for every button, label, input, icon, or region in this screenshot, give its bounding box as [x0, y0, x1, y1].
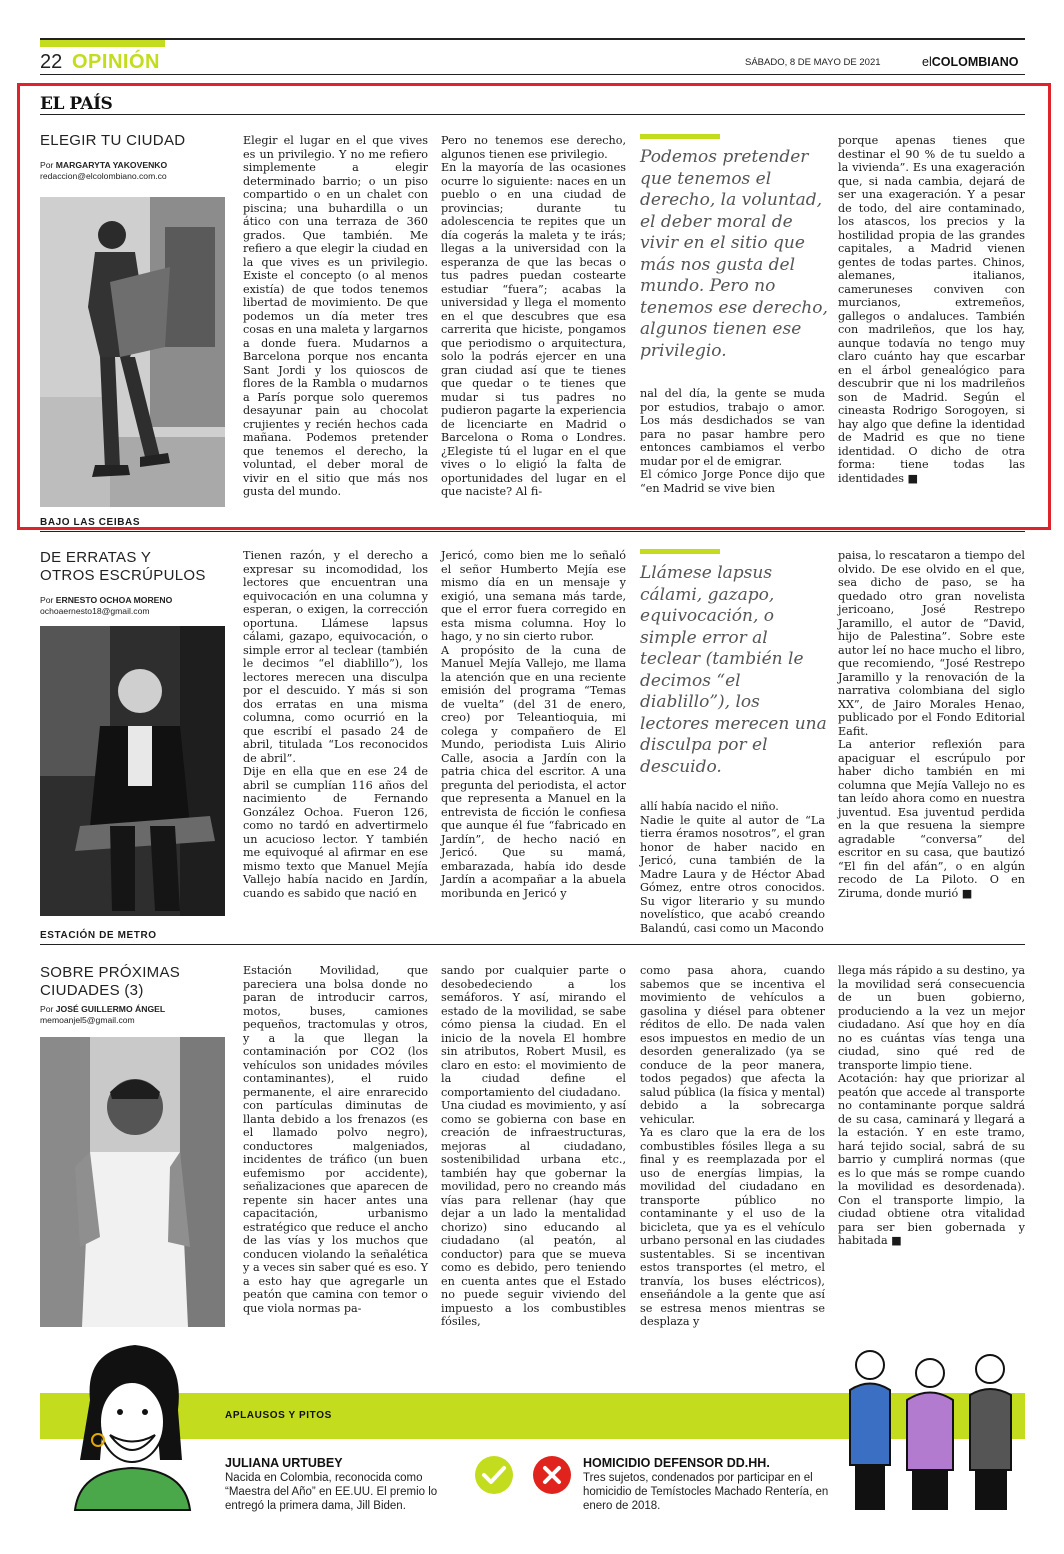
kicker-rule	[40, 944, 1025, 945]
header-top-rule	[40, 38, 1025, 40]
author-email: redaccion@elcolombiano.com.co	[40, 171, 167, 181]
header-bottom-rule	[40, 74, 1025, 75]
article-column-2: sando por cualquier parte o desobedeciendo a los semáforos. Y así, mirando el estado de la movilidad, se sabe cómo piensa la ciudad. En el inicio de la novela El hombre sin atributos, Robert Musil, es claro en esto: el movimiento de la ciudad define el comportamiento del ciudadano. Una ciudad es movimiento, y así como se gobierna con base en creación de infraestructuras, mejoras al ciudadano, sostenibilidad urbana etc., también hay que gobernar la movilidad, pero no creando más vías para rellenar (hay que dejar a un lado la mentalidad chorizo) sino educando al ciudadano (al peatón, al conductor) para que se mueva como es debido, pero teniendo en cuenta antes que el Estado no puede seguir viviendo del impuesto a los combustibles fósiles,	[441, 964, 626, 1328]
author-name: JOSÉ GUILLERMO ÁNGEL	[55, 1004, 166, 1014]
byline-prefix: Por	[40, 595, 54, 605]
caricature-woman	[60, 1340, 200, 1510]
applause-name: JULIANA URTUBEY	[225, 1456, 343, 1470]
section-name: OPINIÓN	[72, 51, 160, 73]
column-kicker: ESTACIÓN DE METRO	[40, 930, 157, 941]
source-underline	[40, 114, 1025, 115]
article-column-3: nal del día, la gente se muda por estudios, trabajo o amor. Los más desdichados se van para no pasar hambre pero entonces cambiamos el verbo mudar por el de emigrar. El cómico Jorge Ponce dijo que “en Madrid se vive bien	[640, 387, 825, 495]
byline-prefix: Por	[40, 160, 54, 170]
pitos-name: HOMICIDIO DEFENSOR DD.HH.	[583, 1456, 770, 1470]
article-column-3: como pasa ahora, cuando sabemos que se incentiva el movimiento de vehículos a gasolina y diésel para obtener réditos de ello. De nada valen esos impuestos en medio de un desorden generalizado (ya se conduce de la peor manera, todos pegados) que afecta la salud pública (la física y mental) debido a la sobrecarga vehicular. Ya es claro que la era de los combustibles fósiles llega a su final y es reemplazada por el uso de energías limpias, la movilidad del ciudadano en transporte público no contaminante y el uso de la bicicleta, que ya es el vehículo urbano personal en las ciudades sustentables. Si se incentivan estos transportes (el metro, el tranvía, los buses eléctricos), enseñándole a la gente que así se estresa menos mientras se desplaza y	[640, 964, 825, 1328]
article-column-1: Elegir el lugar en el que vives es un privilegio. Y no me refiero simplemente a elegir determinado barrio; o un piso compartido o en un chalet con piscina; una buhardilla o un ático con una terraza de 360 grados. Que también. Me refiero a que elegir la ciudad en la que vives es un privilegio. Existe el concepto (o al menos existía) de que todos tenemos libertad de movimiento. De que podemos un día meter tres cosas en una maleta y largarnos a donde fuera. Mudarnos a Barcelona porque nos encanta Sant Jordi y los quioscos de flores de la Rambla o mudarnos a París porque solo queremos desayunar pain au chocolat crujientes y recién hechos cada mañana. Podemos pretender que tenemos el derecho, la voluntad, el deber moral de vivir en el sitio que más nos gusta del mundo.	[243, 134, 428, 498]
brand-logo	[922, 55, 1019, 69]
article-column-4: paisa, lo rescataron a tiempo del olvido. De ese olvido en el que, sea dicho de paso, se ha quedado otro gran novelista jericoano, José Restrepo Jaramillo, el autor de “David, hijo de Palestina”. Sobre este autor leí no hace mucho el libro, que recomiendo, “José Restrepo Jaramillo y la renovación de la narrativa colombiana del siglo XX”, de Jairo Morales Henao, publicado por el Fondo Editorial Eafit. La anterior reflexión para apaciguar el escrúpulo por haber dicho también en mi columna que Mejía Vallejo no es tan leído ahora como en nuestra juventud. Esa juventud perdida en la que resuena la siempre agradable “conversa” del escritor en su casa, que bautizó “El fin del afán”, o en algún recodo de La Piloto. O en Ziruma, donde murió ■	[838, 549, 1025, 900]
header-accent-bar	[40, 40, 165, 47]
article-column-1: Tienen razón, y el derecho a expresar su incomodidad, los lectores que encuentran una equivocación en una columna y esperan, o exigen, la corrección oportuna. Llámese lapsus cálami, gazapo, equivocación, o simple error al teclear (también le decimos “el diablillo”), los lectores merecen una disculpa por el descuido. Y más si son dos erratas en una misma columna, como ocurrió en la que escribí el pasado 24 de abril, titulada “Los reconocidos de abril”. Dije en ella que en ese 24 de abril se cumplían 116 años del nacimiento de Fernando González Ochoa. Fueron 126, como no tardó en advertirmelo un acucioso lector. Y también me equivoqué al afirmar en ese mismo texto que Manuel Mejía Vallejo había nacido en Jardín, cuando es sabido que nació en	[243, 549, 428, 900]
woman-caricature-icon	[60, 1340, 200, 1510]
applause-text: Nacida en Colombia, reconocida como “Maestra del Año” en EE.UU. El premio lo entregó la primera dama, Jill Biden.	[225, 1472, 438, 1512]
article-title: ELEGIR TU CIUDAD	[40, 132, 186, 149]
author-photo	[40, 626, 225, 916]
article-column-2: Jericó, como bien me lo señaló el señor Humberto Mejía ese mismo día en un mensaje y exigió, una semana más tarde, que el error fuera corregido en esta misma columna. Hoy lo hago, y no sin cierto rubor. A propósito de la cuna de Manuel Mejía Vallejo, me llama la atención que en una reciente emisión del programa “Temas de vuelta” (del 31 de enero, creo) por Teleantioquia, mi colega y compañero de El Mundo, periodista Luis Alirio Calle, asocia a Jardín con la patria chica del escritor. A una pregunta del periodista, el actor que representa a Manuel en la entrevista de ficción le confiesa que aunque él fue “fabricado en Jardín”, de hecho nació en Jericó. Que su mamá, embarazada, había ido desde Jardín a acompañar a la abuela moribunda en Jericó y	[441, 549, 626, 900]
article-column-2: Pero no tenemos ese derecho, algunos tienen ese privilegio. En la mayoría de las ocasiones ocurre lo siguiente: naces en un pueblo o en una ciudad de provincias; durante tu adolescencia te repites que un día cogerás la maleta y te irás; llegas a la universidad con la esperanza de que las becas o tus padres puedan costearte estudiar “fuera”; acabas la universidad y llega el momento en el que descubres que esa carrerita que hiciste, pongamos que periodismo o arquitectura, solo la podrás ejercer en una gran ciudad así que te tienes que quedar o te tienes que mudar si tus padres no pudieron pagarte la experiencia de licenciarte en Madrid o Barcelona o Roma o Londres. ¿Elegiste tú el lugar en el que vives o lo eligió la falta de oportunidades del lugar en el que naciste? Al fi-	[441, 134, 626, 498]
applause-band-title: APLAUSOS Y PITOS	[225, 1410, 332, 1421]
quote-accent-bar	[640, 549, 720, 554]
author-photo	[40, 1037, 225, 1327]
byline	[40, 160, 235, 182]
kicker-rule	[40, 531, 1025, 532]
caricature-three-men	[835, 1345, 1025, 1510]
article-title: DE ERRATAS Y OTROS ESCRÚPULOS	[40, 549, 206, 584]
page-number: 22	[40, 51, 63, 73]
header-date: SÁBADO, 8 DE MAYO DE 2021	[745, 57, 881, 68]
article-column-1: Estación Movilidad, que pareciera una bolsa donde no paran de introducir carros, motos, buses, camiones pequeños, tractomulas y otros, y a la que llegan la contaminación por CO2 (los vehículos son unidades móviles contaminantes), el ruido permanente, el aire enrarecido con partículas diminutas de llanta debido a los frenazos (es el llamado polvo negro), conductores malgeniados, incidentes de tráfico (un buen eufemismo por accidente), señalizaciones que aparecen de repente sin hacer antes una capacitación, urbanismo estratégico que reduce el ancho de las vías y los muchos que conducen violando la señalética y a veces sin saber qué es eso. Y a esto hay que agregarle un peatón que camina con temor o que viola normas pa-	[243, 964, 428, 1315]
author-email: ochoaernesto18@gmail.com	[40, 606, 150, 616]
author-portrait-icon	[40, 1037, 225, 1327]
cross-icon	[533, 1456, 571, 1494]
author-name: MARGARYTA YAKOVENKO	[55, 160, 168, 170]
article-title: SOBRE PRÓXIMAS CIUDADES (3)	[40, 964, 181, 999]
column-kicker: BAJO LAS CEIBAS	[40, 517, 141, 528]
pull-quote: Llámese lapsus cálami, gazapo, equivocación, o simple error al teclear (también le decimos “el diablillo”), los lectores merecen una disculpa por el descuido.	[640, 563, 827, 777]
author-portrait-icon	[40, 626, 225, 916]
statue-figure-icon	[40, 197, 225, 507]
article-column-4: porque apenas tienes que destinar el 90 % de tu sueldo a la vivienda”. Es una exageración que, si nada cambia, dejará de ser una exageración. Y a pesar de todo, del aire contaminado, los atascos, los precios y la hostilidad propia de las grandes capitales, a Madrid vienen gentes de todas partes. Chinos, alemanes, italianos, cameruneses conviven con murcianos, extremeños, gallegos o andaluces. También con madrileños, que los hay, aunque todavía no tengo muy claro cuánto hay que escarbar en el árbol genealógico para descubrir que ni los madrileños son de Madrid. Según el cineasta Rodrigo Sorogoyen, si hay algo que define la identidad de Madrid es que no tiene identidad. O dicho de otra forma: tiene todas las identidades ■	[838, 134, 1025, 485]
author-name: ERNESTO OCHOA MORENO	[55, 595, 173, 605]
source-logo: EL PAÍS	[40, 94, 113, 114]
check-icon	[475, 1456, 513, 1494]
pull-quote: Podemos pretender que tenemos el derecho, la voluntad, el deber moral de vivir en el sitio que más nos gusta del mundo. Pero no tenemos ese derecho, algunos tienen ese privilegio.	[640, 147, 828, 361]
brand-name: COLOMBIANO	[931, 55, 1019, 69]
article-column-4: llega más rápido a su destino, ya la movilidad será consecuencia de un buen gobierno, produciendo a la vez un mejor ciudadano. Así que hoy en día no es cuántas vías tenga una ciudad, sino qué red de transporte limpio tiene. Acotación: hay que priorizar al peatón que accede al transporte no contaminante porque saldrá de su casa, caminará y llegará a la estación. Y en este tramo, hará tejido social, sabrá de su barrio y cumplirá normas (que es lo que más se rompe cuando la movilidad es desordenada). Con el transporte limpio, la ciudad obtiene otra vitalidad para ser bien gobernada y habitada ■	[838, 964, 1025, 1247]
byline	[40, 1004, 235, 1026]
byline	[40, 595, 235, 617]
author-email: memoanjel5@gmail.com	[40, 1015, 135, 1025]
article-column-3: allí había nacido el niño. Nadie le quite al autor de “La tierra éramos nosotros”, el gran honor de haber nacido en Jericó, cuna también de la Madre Laura y de Héctor Abad Gómez, entre otros conocidos. Su vigor literario y su mundo novelístico, que acabó creando Balandú, casi como un Macondo	[640, 800, 825, 935]
quote-accent-bar	[640, 134, 720, 139]
three-men-caricature-icon	[835, 1345, 1025, 1510]
brand-prefix: el	[922, 55, 932, 69]
pitos-text: Tres sujetos, condenados por participar en el homicidio de Temístocles Machado Rentería, en enero de 2018.	[583, 1472, 829, 1512]
byline-prefix: Por	[40, 1004, 54, 1014]
statue-photo	[40, 197, 225, 507]
